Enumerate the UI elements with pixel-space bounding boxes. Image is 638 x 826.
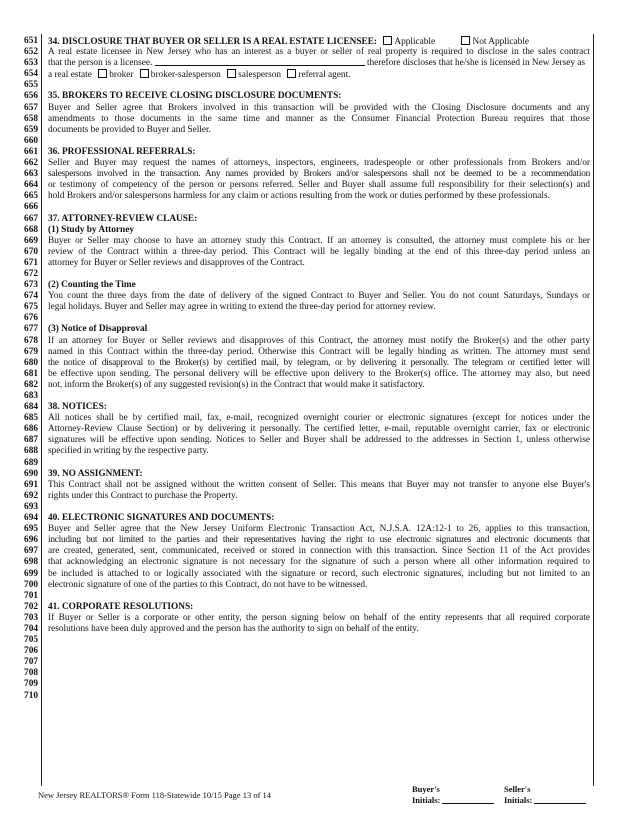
line-number: 659: [24, 124, 38, 135]
line-number: 706: [24, 646, 38, 657]
line-number: 658: [24, 113, 38, 124]
line-number: 691: [24, 479, 38, 490]
section-40-text: Buyer and Seller agree that the New Jersey Uniform Electronic Transaction Act, N.J.S.A. 12A:12-1 to 26, applies to this transaction,: [48, 524, 590, 535]
section-37-text: be effective upon sending. The personal delivery will be effective upon delivery to the Broker(s) office. The attorney may also, but need: [48, 368, 590, 379]
section-34-text: therefore discloses that he/she is licensed in New Jersey as: [366, 58, 586, 69]
line-number: 690: [24, 468, 38, 479]
not-applicable-checkbox[interactable]: [461, 36, 470, 45]
line-number: 704: [24, 623, 38, 634]
section-34-heading: 34. DISCLOSURE THAT BUYER OR SELLER IS A REAL ESTATE LICENSEE:: [48, 37, 378, 47]
section-38-heading: 38. NOTICES:: [48, 402, 107, 413]
line-number: 676: [24, 313, 38, 324]
buyer-initials-text: Initials:: [412, 795, 441, 805]
line-number: 681: [24, 368, 38, 379]
line-number: 668: [24, 224, 38, 235]
section-36-text: hold Brokers and/or salespersons harmless for any claim or actions resulting from the work or duties performed by these professionals.: [48, 191, 550, 202]
section-40-text: electronic signature of one of the parties to this Contract, do not have to be witnessed.: [48, 579, 368, 590]
buyer-initials-block: [412, 784, 494, 806]
section-34-text: that the person is a licensee.: [48, 58, 153, 69]
section-37-text: the notice of disapproval to the Broker(s) by certified mail, by telegram, or by delivering it personally. The telegram or certified letter will: [48, 357, 590, 368]
line-number: 652: [24, 47, 38, 58]
section-38-text: All notices shall be by certified mail, fax, e-mail, recognized overnight courier or electronic signatures (except for notices under the: [48, 413, 590, 424]
seller-initials-text: Initials:: [504, 795, 533, 805]
referral-agent-checkbox[interactable]: [287, 69, 296, 78]
section-38-text: Attorney-Review Clause Section) or by delivering it personally. The certified letter, e-mail, reputable overnight carrier, fax or electronic: [48, 424, 590, 435]
line-number: 660: [24, 135, 38, 146]
section-34-text: a real estate: [48, 70, 92, 81]
section-40-text: are created, generated, sent, communicated, received or stored in connection with this transaction. Since Section 11 of the Act provides: [48, 546, 590, 557]
salesperson-checkbox[interactable]: [227, 69, 236, 78]
section-37-text: review of the Contract within a three-day period. This Contract will be legally binding at the end of this three-day period unless an: [48, 246, 590, 257]
line-number: 653: [24, 58, 38, 69]
section-37-text: named in this Contract within the three-day period. Otherwise this Contract will be legally binding as written. The attorney must send: [48, 346, 590, 357]
broker-label: broker: [109, 70, 134, 81]
section-41-heading: 41. CORPORATE RESOLUTIONS:: [48, 601, 194, 612]
section-37-text: attorney for Buyer or Seller reviews and disapproves of the Contract.: [48, 257, 305, 268]
line-number: 656: [24, 91, 38, 102]
line-number: 661: [24, 146, 38, 157]
broker-checkbox[interactable]: [98, 69, 107, 78]
section-38-text: specified in writing by the respective party.: [48, 446, 209, 457]
line-number: 703: [24, 612, 38, 623]
line-number: 677: [24, 324, 38, 335]
line-number: 692: [24, 490, 38, 501]
line-number: 702: [24, 601, 38, 612]
line-number-column: [16, 36, 38, 702]
line-number: 701: [24, 590, 38, 601]
line-number: 683: [24, 391, 38, 401]
salesperson-label: salesperson: [238, 70, 282, 81]
line-number: 689: [24, 457, 38, 468]
line-number: 654: [24, 69, 38, 80]
section-41-text: If Buyer or Seller is a corporate or other entity, the person signing below on behalf of the entity represents that all required corporate: [48, 612, 590, 623]
line-number: 669: [24, 235, 38, 246]
section-35-text: Buyer and Seller agree that Brokers involved in this transaction will be provided with the Closing Disclosure documents and any: [48, 102, 590, 113]
line-number: 685: [24, 413, 38, 424]
line-number: 697: [24, 546, 38, 557]
section-37-subheading-counting: (2) Counting the Time: [48, 280, 136, 291]
line-number: 680: [24, 357, 38, 368]
section-36-text: or testimony of competency of the person or persons referred. Seller and Buyer shall assume full responsibility for their selection(s) and: [48, 180, 590, 191]
buyer-initials-label: Buyer's: [412, 784, 440, 794]
section-35-text: amendments to those documents in the same time and manner as the Consumer Financial Protection Bureau requires that those: [48, 113, 590, 124]
line-number: 651: [24, 36, 38, 46]
seller-initials-field[interactable]: [534, 803, 586, 804]
blank-line: [48, 269, 590, 280]
right-margin-rule: [593, 34, 594, 786]
line-number: 710: [24, 690, 38, 701]
section-41-text: resolutions have been duly approved and the person has the authority to sign on behalf of the entity.: [48, 623, 419, 634]
line-number: 700: [24, 579, 38, 590]
seller-initials-block: [504, 784, 586, 806]
line-number: 678: [24, 335, 38, 346]
section-40-heading: 40. ELECTRONIC SIGNATURES AND DOCUMENTS:: [48, 513, 275, 524]
section-40-text: be included is attached to or logically associated with the signature or record, such electronic signatures, including but not limited to an: [48, 568, 590, 579]
line-number: 694: [24, 513, 38, 524]
broker-salesperson-label: broker-salesperson: [150, 70, 221, 81]
line-number: 708: [24, 668, 38, 679]
section-35-text: documents be provided to Buyer and Seller.: [48, 124, 211, 135]
contract-body: [48, 36, 590, 635]
line-number: 688: [24, 446, 38, 457]
blank-line: [48, 391, 590, 402]
line-number: 672: [24, 268, 38, 279]
line-number: 709: [24, 679, 38, 690]
not-applicable-label: Not Applicable: [472, 37, 530, 47]
line-number: 675: [24, 302, 38, 313]
line-number: 686: [24, 424, 38, 435]
section-40-text: that acknowledging an electronic signature is not necessary for the signature of such a person where all other information required to: [48, 557, 590, 568]
blank-line: [48, 80, 590, 91]
blank-line: [48, 502, 590, 513]
line-number: 670: [24, 246, 38, 257]
broker-salesperson-checkbox[interactable]: [140, 69, 149, 78]
line-number: 657: [24, 102, 38, 113]
line-number: 684: [24, 402, 38, 413]
applicable-label: Applicable: [394, 37, 436, 47]
line-number: 687: [24, 435, 38, 446]
section-37-subheading-study: (1) Study by Attorney: [48, 224, 135, 235]
left-margin-rule: [41, 34, 42, 786]
section-39-heading: 39. NO ASSIGNMENT:: [48, 468, 143, 479]
section-37-text: not, inform the Broker(s) of any suggested revision(s) in the Contract that would make it satisfactory.: [48, 379, 425, 390]
referral-agent-label: referral agent.: [298, 70, 351, 81]
blank-line: [48, 591, 590, 602]
section-37-text: legal holidays. Buyer and Seller may agree in writing to extend the three-day period for attorney review.: [48, 302, 436, 313]
section-37-subheading-disapproval: (3) Notice of Disapproval: [48, 324, 148, 335]
blank-line: [48, 136, 590, 147]
section-34-license-type-line: [48, 69, 590, 80]
line-number: 673: [24, 280, 38, 291]
line-number: 693: [24, 501, 38, 512]
section-36-text: salespersons involved in the transaction. Any names provided by Brokers and/or salespersons shall not be deemed to be a recommendation: [48, 169, 590, 180]
line-number: 655: [24, 80, 38, 91]
line-number: 705: [24, 635, 38, 646]
section-37-text: Buyer or Seller may choose to have an attorney study this Contract. If an attorney is consulted, the attorney must complete his or her: [48, 235, 590, 246]
line-number: 663: [24, 169, 38, 180]
blank-line: [48, 313, 590, 324]
line-number: 665: [24, 191, 38, 202]
section-38-text: signatures will be effective upon sending. Notices to Seller and Buyer shall be addressed to the addresses in Section 1, unless otherwise: [48, 435, 590, 446]
section-37-text: If an attorney for Buyer or Seller reviews and disapproves of this Contract, the attorney must notify the Broker(s) and the other party: [48, 335, 590, 346]
section-34-heading-line: [48, 36, 590, 47]
section-37-text: You count the three days from the date of delivery of the signed Contract to Buyer and Seller. You do not count Saturdays, Sundays or: [48, 291, 590, 302]
section-36-heading: 36. PROFESSIONAL REFERRALS:: [48, 146, 196, 157]
line-number: 667: [24, 213, 38, 224]
line-number: 695: [24, 524, 38, 535]
section-39-text: rights under this Contract to purchase the Property.: [48, 490, 238, 501]
line-number: 707: [24, 657, 38, 668]
section-40-text: including but not limited to the parties and their representatives having the right to use electronic signatures and electronic documents that: [48, 535, 590, 546]
buyer-initials-field[interactable]: [442, 803, 494, 804]
line-number: 696: [24, 535, 38, 546]
seller-initials-label: Seller's: [504, 784, 531, 794]
line-number: 682: [24, 379, 38, 390]
line-number: 698: [24, 557, 38, 568]
line-number: 666: [24, 202, 38, 213]
line-number: 671: [24, 257, 38, 268]
line-number: 679: [24, 346, 38, 357]
section-36-text: Seller and Buyer may request the names of attorneys, inspectors, engineers, tradespeople or other professionals from Brokers and/or: [48, 158, 590, 169]
section-34-licensee-line: [48, 58, 590, 69]
line-number: 662: [24, 158, 38, 169]
section-39-text: This Contract shall not be assigned without the written consent of Seller. This means that Buyer may not transfer to anyone else Buyer's: [48, 479, 590, 490]
line-number: 674: [24, 291, 38, 302]
licensee-name-field[interactable]: [155, 65, 365, 66]
blank-line: [48, 202, 590, 213]
line-number: 699: [24, 568, 38, 579]
line-number: 664: [24, 180, 38, 191]
blank-line: [48, 458, 590, 469]
section-37-heading: 37. ATTORNEY-REVIEW CLAUSE:: [48, 213, 198, 224]
form-footer: New Jersey REALTORS® Form 118-Statewide 10/15 Page 13 of 14: [38, 790, 272, 800]
section-34-text: A real estate licensee in New Jersey who has an interest as a buyer or seller of real property is required to disclose in the sales contract: [48, 47, 590, 58]
section-35-heading: 35. BROKERS TO RECEIVE CLOSING DISCLOSURE DOCUMENTS:: [48, 91, 342, 102]
applicable-checkbox[interactable]: [383, 36, 392, 45]
